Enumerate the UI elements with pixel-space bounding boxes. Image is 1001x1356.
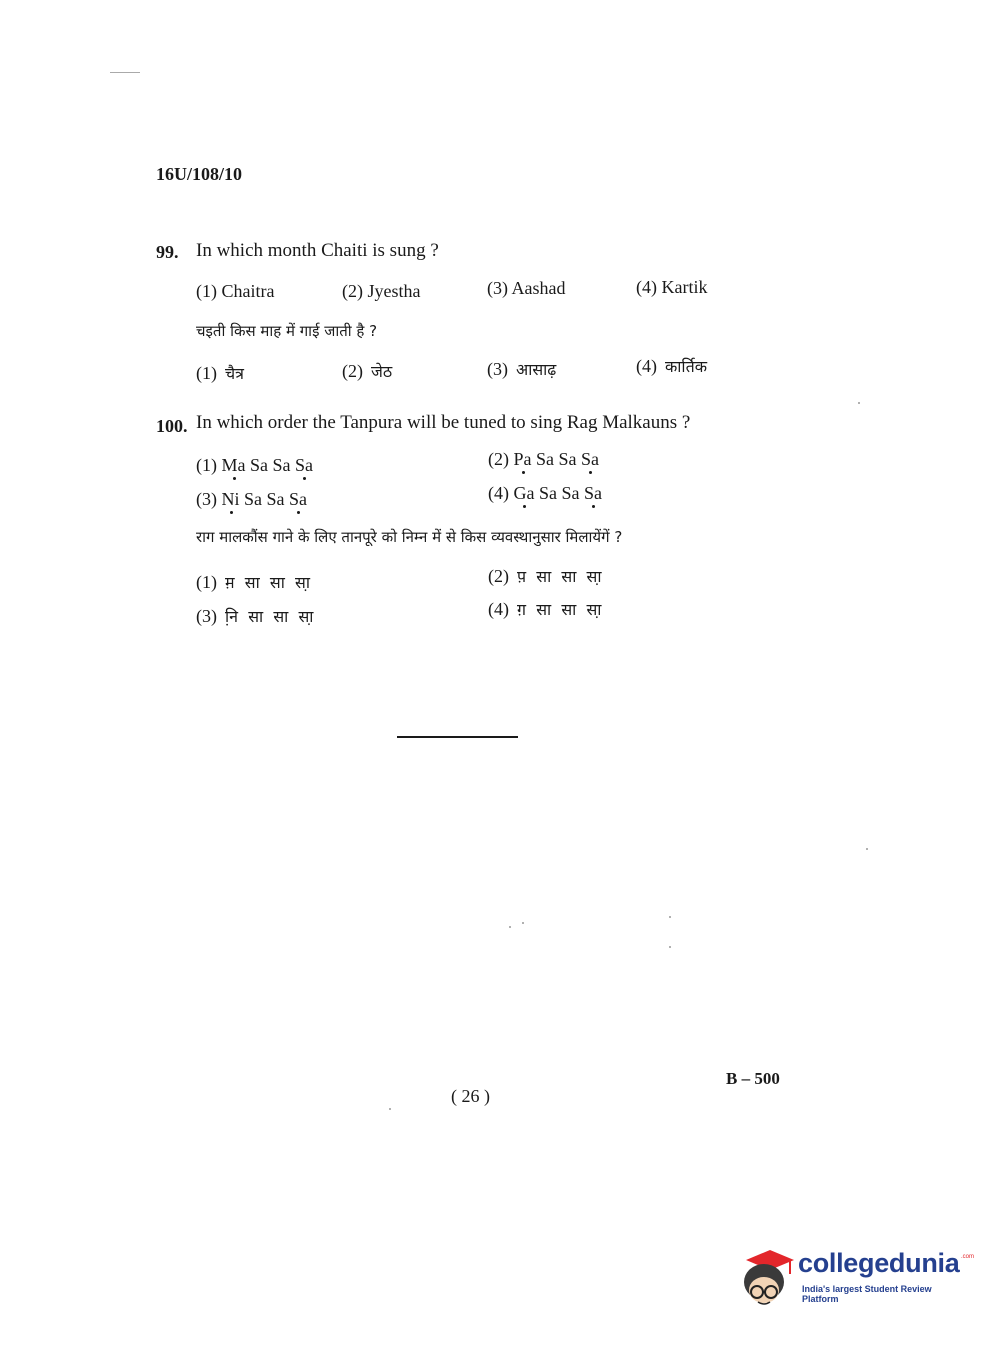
option-text: आसाढ़ (516, 360, 557, 379)
end-of-paper-rule (397, 736, 518, 738)
option-text: Aashad (511, 278, 566, 298)
swara: सा (561, 600, 577, 619)
q99-option-3-hi (487, 358, 556, 380)
scan-mark (110, 72, 140, 73)
mascot-icon (740, 1246, 798, 1312)
option-text: Jyestha (367, 281, 421, 301)
swara: Sa (558, 449, 577, 469)
question-100-number: 100. (156, 416, 188, 436)
q100-option-1-en (196, 455, 313, 476)
scan-speck (669, 946, 671, 948)
swara-lower: नि़ (225, 607, 239, 626)
option-number: (2) (342, 361, 363, 381)
option-text: चैत्र (225, 364, 244, 383)
swara-lower: Ma (221, 455, 246, 475)
logo-tagline: India's largest Student Review Platform (802, 1284, 932, 1304)
option-number: (2) (488, 566, 509, 586)
q100-option-3-hi (196, 605, 313, 627)
q99-option-4-en (636, 277, 707, 298)
question-100-text-en: In which order the Tanpura will be tuned to sing Rag Malkauns ? (196, 412, 691, 433)
scan-speck (522, 922, 524, 924)
swara-lower: सा़ (295, 573, 310, 592)
swara-lower: सा़ (586, 600, 602, 619)
swara-lower: Ga (513, 483, 535, 503)
q99-option-1-hi (196, 362, 244, 384)
swara: सा (536, 567, 552, 586)
q100-option-4-en (488, 483, 602, 504)
option-text: Kartik (661, 277, 708, 297)
question-99-text-en: In which month Chaiti is sung ? (196, 240, 439, 261)
question-100-text-hi: राग मालकौंस गाने के लिए तानपूरे को निम्न में से किस व्यवस्थानुसार मिलायेंगें ? (196, 528, 623, 546)
swara-lower: सा़ (298, 607, 314, 626)
option-number: (2) (342, 281, 363, 301)
swara: सा (561, 567, 577, 586)
option-number: (4) (636, 356, 657, 376)
swara: सा (536, 600, 552, 619)
q100-option-1-hi (196, 571, 310, 593)
swara-lower: प़ (517, 567, 527, 586)
swara-lower: Sa (584, 483, 602, 503)
q99-option-4-hi (636, 355, 707, 377)
paper-code: 16U/108/10 (156, 164, 243, 184)
q99-option-1-en (196, 281, 274, 302)
question-99-text-hi: चइती किस माह में गाई जाती है ? (196, 322, 378, 340)
logo-wordmark: collegedunia (798, 1248, 960, 1278)
option-number: (4) (488, 599, 509, 619)
collegedunia-logo (740, 1246, 975, 1316)
q99-option-3-en (487, 278, 566, 299)
option-number: (1) (196, 572, 217, 592)
swara: सा (273, 607, 289, 626)
page-number: ( 26 ) (451, 1086, 490, 1106)
swara-lower: Pa (513, 449, 532, 469)
swara: Sa (539, 483, 557, 503)
option-number: (4) (488, 483, 509, 503)
swara: सा (248, 607, 264, 626)
swara: Sa (536, 449, 554, 469)
option-number: (3) (487, 359, 508, 379)
series-code: B – 500 (726, 1069, 780, 1088)
option-number: (1) (196, 363, 217, 383)
swara-lower: Ni (221, 489, 240, 509)
option-number: (1) (196, 281, 217, 301)
swara: Sa (272, 455, 291, 475)
scan-speck (669, 916, 671, 918)
option-text: जेठ (371, 362, 393, 381)
option-number: (3) (196, 606, 217, 626)
q100-option-3-en (196, 489, 307, 510)
option-text: Chaitra (221, 281, 275, 301)
swara-lower: Sa (295, 455, 313, 475)
swara-lower: ग़ (517, 600, 527, 619)
q99-option-2-hi (342, 360, 392, 382)
swara: सा (269, 573, 285, 592)
swara: Sa (244, 489, 262, 509)
q99-option-2-en (342, 281, 421, 302)
swara: Sa (561, 483, 580, 503)
scan-speck (866, 848, 868, 850)
scan-speck (509, 926, 511, 928)
swara: सा (244, 573, 260, 592)
option-number: (4) (636, 277, 657, 297)
swara-lower: म़ (225, 573, 235, 592)
q100-option-2-en (488, 449, 599, 470)
swara: Sa (250, 455, 268, 475)
option-text: कार्तिक (665, 357, 707, 376)
option-number: (2) (488, 449, 509, 469)
option-number: (3) (487, 278, 508, 298)
swara-lower: Sa (581, 449, 599, 469)
swara-lower: Sa (289, 489, 307, 509)
scan-speck (389, 1108, 391, 1110)
option-number: (1) (196, 455, 217, 475)
swara-lower: सा़ (586, 567, 602, 586)
logo-dotcom: .com (961, 1254, 975, 1260)
q100-option-4-hi (488, 598, 601, 620)
swara: Sa (266, 489, 285, 509)
scan-speck (858, 402, 860, 404)
option-number: (3) (196, 489, 217, 509)
q100-option-2-hi (488, 565, 602, 587)
question-99-number: 99. (156, 242, 179, 262)
